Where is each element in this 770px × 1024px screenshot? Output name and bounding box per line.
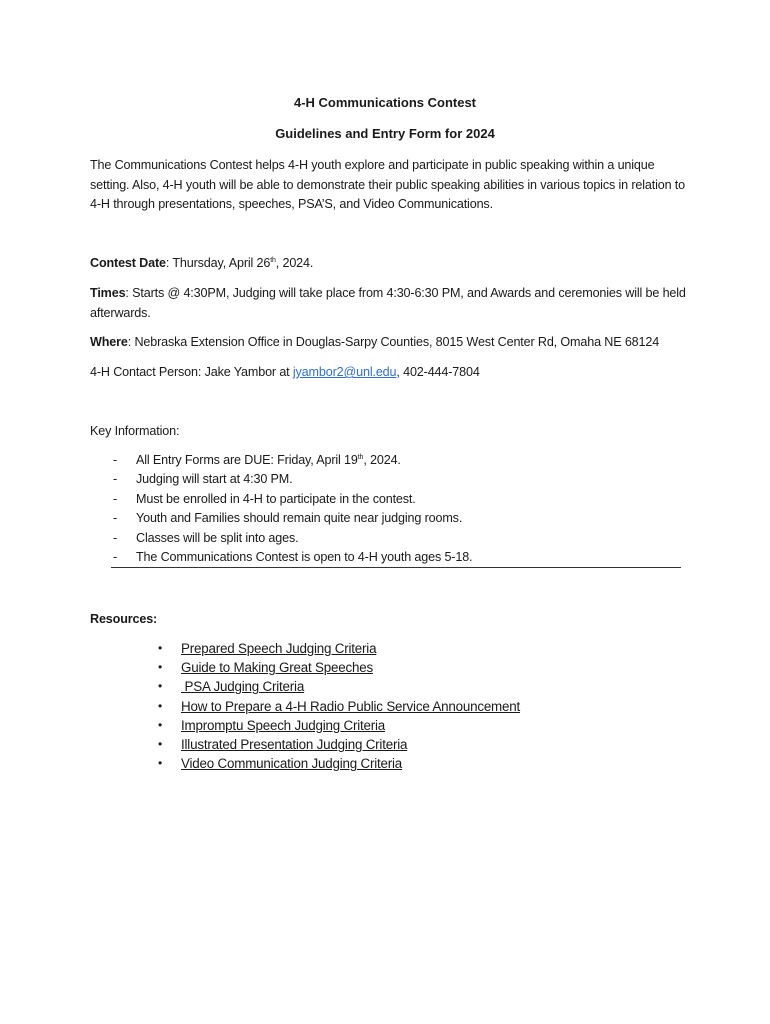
bullet-marker: • [158,679,163,694]
resource-link-impromptu[interactable]: Impromptu Speech Judging Criteria [181,717,386,733]
resource-link-great-speeches[interactable]: Guide to Making Great Speeches [181,660,373,676]
contact-prefix: 4-H Contact Person: Jake Yambor at [90,365,293,379]
resources-list [156,639,520,773]
times-value: : Starts @ 4:30PM, Judging will take place from 4:30-6:30 PM, and Awards and ceremonies will be held afterwards. [90,286,686,320]
bullet-marker: • [158,660,163,675]
contest-date-line [90,254,690,274]
list-item [156,754,520,773]
list-item [111,509,681,528]
list-item [156,639,520,658]
contact-email-link[interactable]: jyambor2@unl.edu [292,365,397,379]
list-item [111,548,681,567]
resource-link-illustrated[interactable]: Illustrated Presentation Judging Criteria [181,737,408,753]
times-line [90,284,690,323]
key-info-text: All Entry Forms are DUE: Friday, April 19 [136,453,358,467]
dash-marker: - [113,530,118,545]
bullet-marker: • [158,641,163,655]
contest-date-year: , 2024. [275,256,314,270]
resources-heading: Resources: [90,612,158,626]
list-item [111,490,681,509]
key-info-text: Youth and Families should remain quite near judging rooms. [136,511,463,526]
contact-line [90,363,690,383]
list-item [111,451,681,470]
where-line [90,333,690,353]
list-item [156,716,520,735]
bullet-marker: • [158,698,163,713]
key-info-text: Judging will start at 4:30 PM. [136,472,293,487]
list-item [156,658,520,677]
key-info-year: , 2024. [363,453,401,467]
times-label: Times [90,286,126,300]
dash-marker: - [113,550,118,565]
bullet-marker: • [158,717,163,732]
dash-marker: - [113,491,118,506]
contest-date-value: : Thursday, April 26 [165,256,271,270]
resource-link-radio-psa[interactable]: How to Prepare a 4-H Radio Public Service Announcement [181,698,521,714]
resource-link-psa-criteria[interactable]: PSA Judging Criteria [181,679,305,695]
bullet-marker: • [158,756,163,771]
dash-marker: - [113,511,118,526]
dash-marker: - [113,453,118,467]
list-item [111,470,681,489]
key-info-text: Must be enrolled in 4-H to participate in the contest. [136,491,416,506]
resource-link-prepared-speech[interactable]: Prepared Speech Judging Criteria [181,641,377,656]
list-item [156,677,520,696]
contest-date-label: Contest Date [90,256,166,270]
contact-phone: , 402-444-7804 [396,365,480,379]
resource-link-video[interactable]: Video Communication Judging Criteria [181,756,403,772]
where-value: : Nebraska Extension Office in Douglas-Sarpy Counties, 8015 West Center Rd, Omaha NE 68124 [127,335,660,349]
list-item [156,697,520,716]
bullet-marker: • [158,737,163,752]
key-info-text: The Communications Contest is open to 4-H youth ages 5-18. [136,550,473,565]
where-label: Where [90,335,128,349]
list-item [111,529,681,548]
dash-marker: - [113,472,118,487]
key-info-list [111,451,681,568]
intro-paragraph: The Communications Contest helps 4-H youth explore and participate in public speaking within a unique setting. Also, 4-H youth will be able to demonstrate their public speaking abilities in various topics in relation to 4-H through presentations, speeches, PSA’S, and Video Communications. [90,158,685,211]
document-subtitle: Guidelines and Entry Form for 2024 [275,126,495,141]
key-info-text: Classes will be split into ages. [136,530,299,545]
key-info-heading: Key Information: [90,424,180,438]
key-info-ordinal: th [357,453,364,461]
contest-date-ordinal: th [270,256,276,264]
document-title: 4-H Communications Contest [293,95,476,110]
list-item [156,735,520,754]
